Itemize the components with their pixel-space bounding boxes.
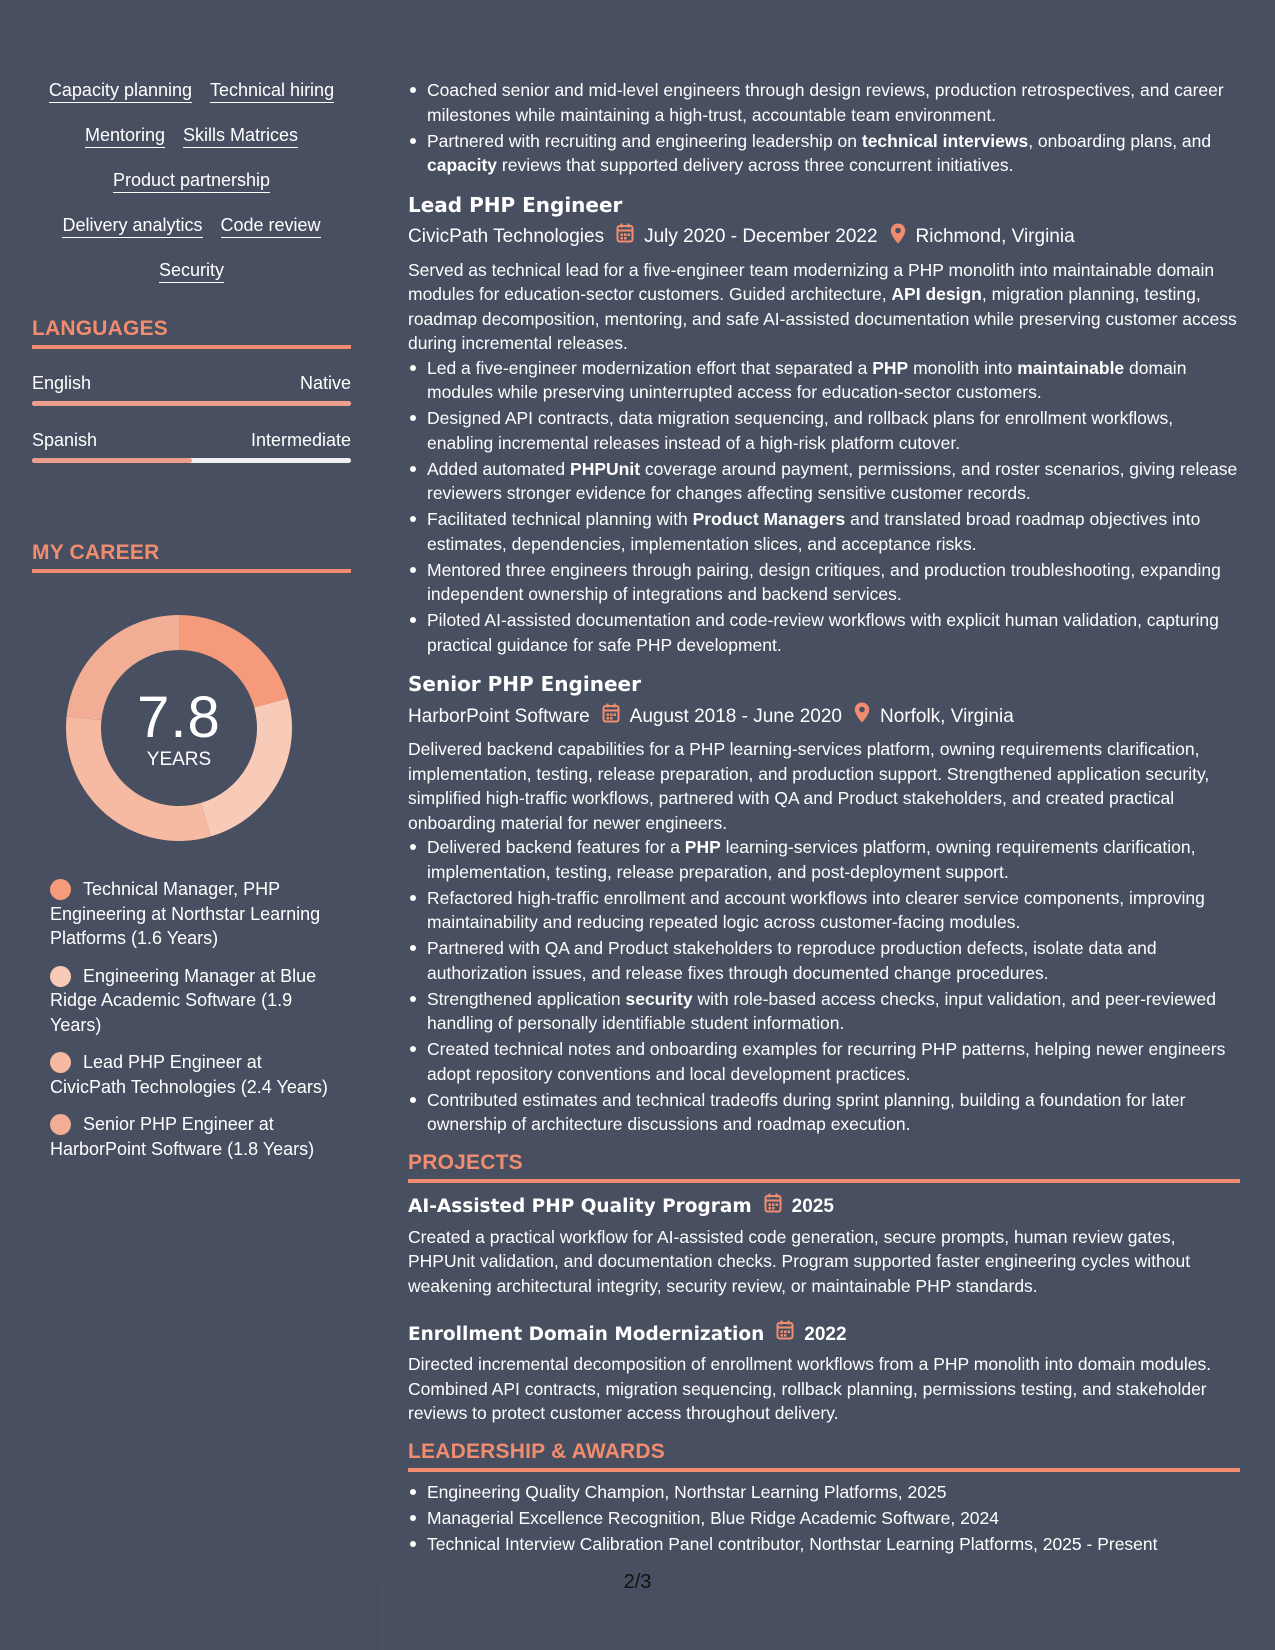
job-summary: Served as technical lead for a five-engineer team modernizing a PHP monolith into maintainable domain modules for education-sector customers. Guided architecture, API design, migration planning, testing, roadmap decomposition, mentoring, and safe AI-assisted documentation while preserving customer access during incremental releases. bbox=[408, 259, 1237, 353]
calendar-icon bbox=[602, 703, 620, 731]
bullet-item: Contributed estimates and technical tradeoffs during sprint planning, building a foundation for later ownership of architecture discussions and roadmap execution. bbox=[408, 1088, 1240, 1137]
previous-job-bullets bbox=[408, 78, 1240, 178]
bullet-item: Led a five-engineer modernization effort that separated a PHP monolith into maintainable domain modules while preserving uninterrupted access for education-sector customers. bbox=[408, 356, 1240, 405]
bullet-item: Designed API contracts, data migration sequencing, and rollback plans for enrollment workflows, enabling incremental releases instead of a high-risk platform cutover. bbox=[408, 406, 1240, 455]
project-title-row bbox=[408, 1320, 1240, 1349]
job-company: CivicPath Technologies bbox=[408, 226, 605, 247]
career-heading: MY CAREER bbox=[32, 541, 351, 573]
bullet-item: Strengthened application security with role-based access checks, input validation, and peer-reviewed handling of personally identifiable student information. bbox=[408, 987, 1240, 1036]
language-item bbox=[32, 371, 351, 406]
career-legend-text: Lead PHP Engineer at CivicPath Technologies (2.4 Years) bbox=[50, 1052, 328, 1097]
language-name: English bbox=[32, 373, 92, 393]
skill-row bbox=[32, 168, 351, 213]
career-total-years: 7.8 bbox=[137, 685, 221, 750]
project-title: AI-Assisted PHP Quality Program bbox=[408, 1196, 752, 1217]
language-item bbox=[32, 428, 351, 463]
bullet-item: Added automated PHPUnit coverage around payment, permissions, and roster scenarios, giving release reviewers stronger evidence for changes affecting sensitive customer records. bbox=[408, 457, 1240, 506]
job-meta bbox=[408, 702, 1240, 731]
job-bullets bbox=[408, 835, 1240, 1137]
job-title: Lead PHP Engineer bbox=[408, 192, 623, 217]
bullet-item: Delivered backend features for a PHP learning-services platform, owning requirements clarification, implementation, testing, release preparation, and post-deployment support. bbox=[408, 835, 1240, 884]
career-legend-text: Engineering Manager at Blue Ridge Academic Software (1.9 Years) bbox=[50, 965, 317, 1035]
bullet-item: Facilitated technical planning with Product Managers and translated broad roadmap objectives into estimates, dependencies, implementation slices, and acceptance risks. bbox=[408, 507, 1240, 556]
language-name: Spanish bbox=[32, 430, 98, 450]
skills-list bbox=[32, 78, 351, 303]
skill-row bbox=[32, 258, 351, 303]
career-legend bbox=[50, 877, 328, 1161]
sidebar bbox=[32, 78, 351, 1174]
language-level: Intermediate bbox=[250, 430, 351, 450]
leadership-heading: LEADERSHIP & AWARDS bbox=[408, 1440, 1240, 1472]
job-entry bbox=[408, 192, 1240, 658]
job-location: Richmond, Virginia bbox=[915, 226, 1075, 247]
bullet-item: Refactored high-traffic enrollment and account workflows into clearer service components, improving maintainability and reducing repeated logic across customer-facing modules. bbox=[408, 886, 1240, 935]
career-legend-text: Technical Manager, PHP Engineering at Northstar Learning Platforms (1.6 Years) bbox=[50, 879, 321, 948]
career-donut-chart bbox=[66, 615, 292, 841]
map-pin-icon bbox=[890, 223, 906, 252]
calendar-icon bbox=[776, 1320, 794, 1349]
career-legend-item bbox=[50, 964, 328, 1038]
project-description: Directed incremental decomposition of enrollment workflows from a PHP monolith into domain modules. Combined API contracts, migration sequencing, rollback planning, permissions testing, and stakeholder reviews to protect customer access throughout delivery. bbox=[408, 1354, 1212, 1423]
experience-list bbox=[408, 192, 1240, 1137]
legend-dot-icon bbox=[50, 1052, 71, 1073]
career-legend-item bbox=[50, 1112, 328, 1161]
skill-tag: Skills Matrices bbox=[183, 123, 298, 148]
language-bar bbox=[32, 458, 351, 463]
project-description: Created a practical workflow for AI-assisted code generation, secure prompts, human review gates, PHPUnit validation, and documentation checks. Program supported faster engineering cycles without weakening architectural integrity, security review, or maintainable PHP standards. bbox=[408, 1226, 1191, 1296]
bullet-item: Coached senior and mid-level engineers through design reviews, production retrospectives, and career milestones while maintaining a high-trust, accountable team environment. bbox=[408, 78, 1240, 127]
project-title-row bbox=[408, 1193, 1240, 1222]
language-bar bbox=[32, 401, 351, 406]
languages-heading: LANGUAGES bbox=[32, 317, 351, 349]
language-bar-fill bbox=[32, 401, 351, 406]
legend-dot-icon bbox=[50, 966, 71, 987]
languages-list bbox=[32, 371, 351, 463]
job-summary: Delivered backend capabilities for a PHP learning-services platform, owning requirements clarification, implementation, testing, release preparation, and production support. Strengthened application security, simplified high-traffic workflows, partnered with QA and Product stakeholders, and created practical onboarding material for newer engineers. bbox=[408, 739, 1210, 833]
skill-tag: Mentoring bbox=[85, 123, 165, 148]
bullet-item: Partnered with recruiting and engineering leadership on technical interviews, onboarding plans, and capacity reviews that supported delivery across three concurrent initiatives. bbox=[408, 129, 1240, 178]
project-title: Enrollment Domain Modernization bbox=[408, 1323, 765, 1345]
skill-tag: Code review bbox=[221, 213, 321, 238]
job-entry bbox=[408, 671, 1240, 1137]
project-year: 2025 bbox=[791, 1196, 834, 1217]
legend-dot-icon bbox=[50, 1114, 71, 1135]
language-row bbox=[32, 371, 351, 395]
bullet-item: Created technical notes and onboarding examples for recurring PHP patterns, helping newer engineers adopt repository conventions and local development practices. bbox=[408, 1037, 1240, 1086]
job-bullets bbox=[408, 356, 1240, 658]
skill-tag: Capacity planning bbox=[49, 78, 192, 103]
skill-row bbox=[32, 123, 351, 168]
skill-tag: Product partnership bbox=[113, 168, 270, 193]
project-year: 2022 bbox=[804, 1323, 847, 1345]
skill-row bbox=[32, 78, 351, 123]
bullet-item: Mentored three engineers through pairing, design critiques, and production troubleshooting, expanding independent ownership of integrations and backend services. bbox=[408, 558, 1240, 607]
career-years-unit: YEARS bbox=[146, 749, 212, 770]
donut-center bbox=[66, 615, 292, 841]
awards-list bbox=[408, 1480, 1240, 1557]
bullet-item: Technical Interview Calibration Panel contributor, Northstar Learning Platforms, 2025 - Present bbox=[408, 1532, 1240, 1557]
calendar-icon bbox=[616, 223, 634, 251]
career-legend-item bbox=[50, 877, 328, 951]
language-bar-fill bbox=[32, 458, 192, 463]
skill-tag: Technical hiring bbox=[210, 78, 334, 103]
legend-dot-icon bbox=[50, 879, 71, 900]
career-legend-item bbox=[50, 1050, 328, 1099]
bullet-item: Managerial Excellence Recognition, Blue Ridge Academic Software, 2024 bbox=[408, 1506, 1240, 1531]
page-number: 2/3 bbox=[623, 1571, 652, 1593]
language-row bbox=[32, 428, 351, 452]
skill-tag: Security bbox=[159, 258, 224, 283]
bullet-item: Piloted AI-assisted documentation and code-review workflows with explicit human validation, capturing practical guidance for safe PHP development. bbox=[408, 608, 1240, 657]
skill-tag: Delivery analytics bbox=[62, 213, 202, 238]
projects-heading: PROJECTS bbox=[408, 1151, 1240, 1183]
job-location: Norfolk, Virginia bbox=[880, 705, 1014, 727]
bullet-item: Partnered with QA and Product stakeholders to reproduce production defects, isolate data and authorization issues, and release fixes through documented change procedures. bbox=[408, 936, 1240, 985]
job-dates: August 2018 - June 2020 bbox=[629, 705, 842, 727]
projects-list bbox=[408, 1193, 1240, 1426]
main-content bbox=[408, 78, 1240, 1558]
job-company: HarborPoint Software bbox=[408, 705, 590, 727]
career-legend-text: Senior PHP Engineer at HarborPoint Software (1.8 Years) bbox=[50, 1114, 315, 1159]
job-meta bbox=[408, 223, 1240, 252]
map-pin-icon bbox=[854, 702, 870, 731]
skill-row bbox=[32, 213, 351, 258]
bullet-item: Engineering Quality Champion, Northstar Learning Platforms, 2025 bbox=[408, 1480, 1240, 1505]
calendar-icon bbox=[764, 1193, 782, 1222]
job-dates: July 2020 - December 2022 bbox=[644, 226, 878, 247]
job-title: Senior PHP Engineer bbox=[408, 672, 641, 696]
language-level: Native bbox=[299, 373, 351, 393]
spacer bbox=[408, 1298, 1240, 1310]
